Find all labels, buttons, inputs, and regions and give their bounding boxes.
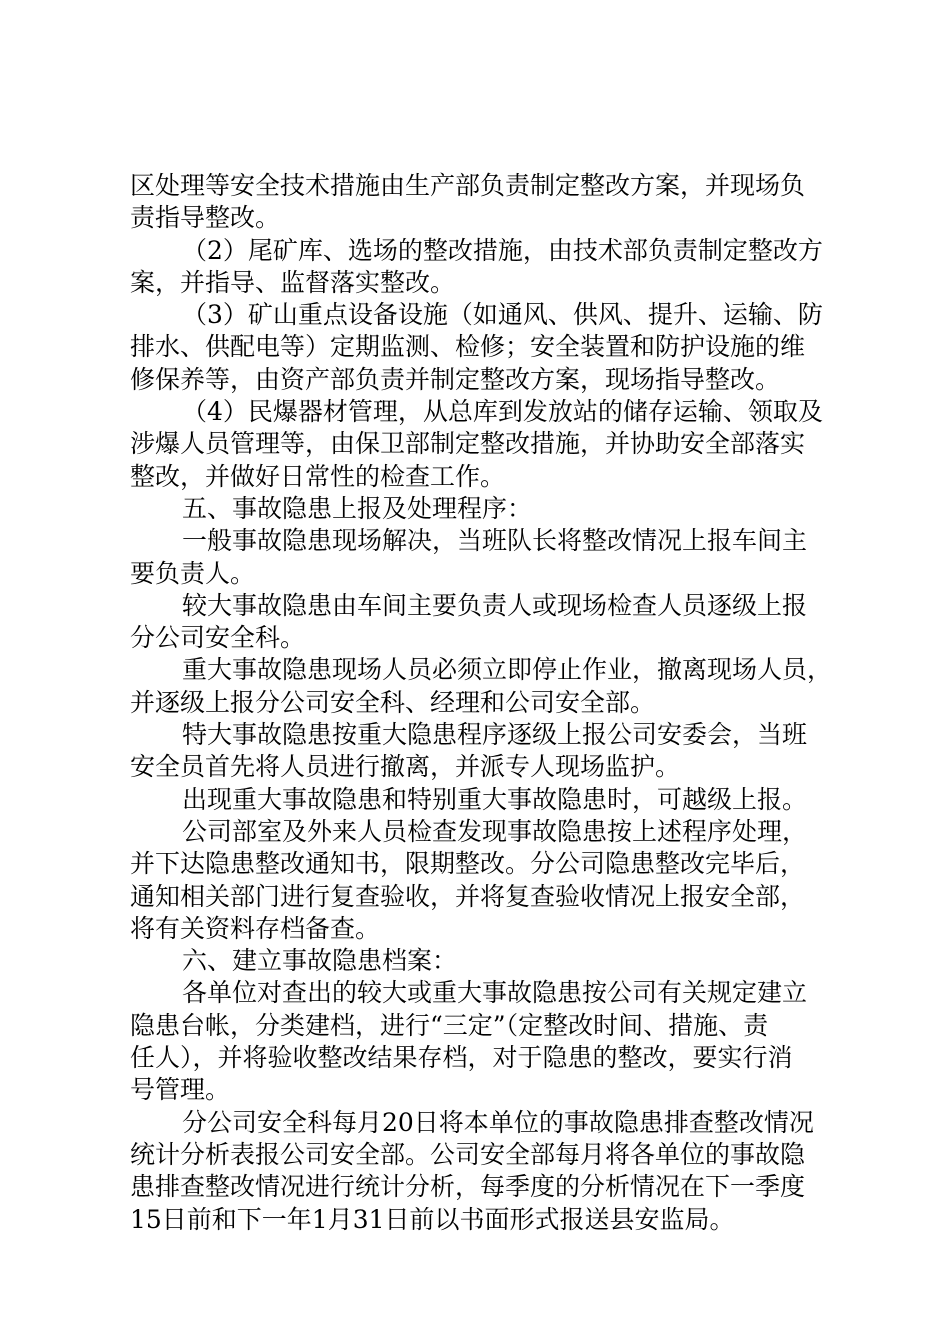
text-line: 重大事故隐患现场人员必须立即停止作业，撤离现场人员，	[182, 655, 833, 685]
text-line: 较大事故隐患由车间主要负责人或现场检查人员逐级上报	[182, 590, 808, 620]
text-line: 通知相关部门进行复查验收，并将复查验收情况上报安全部，	[130, 881, 806, 911]
text-line: 分公司安全科每月20日将本单位的事故隐患排查整改情况	[182, 1107, 814, 1137]
text-line: 出现重大事故隐患和特别重大事故隐患时，可越级上报。	[182, 784, 808, 814]
text-line: （3）矿山重点设备设施（如通风、供风、提升、运输、防	[182, 300, 823, 330]
text-line: 公司部室及外来人员检查发现事故隐患按上述程序处理，	[182, 816, 808, 846]
text-line: 任人），并将验收整改结果存档，对于隐患的整改，要实行消	[130, 1043, 793, 1073]
text-line: 一般事故隐患现场解决，当班队长将整改情况上报车间主	[182, 526, 808, 556]
text-line: （2）尾矿库、选场的整改措施，由技术部负责制定整改方	[182, 235, 823, 265]
text-line: 特大事故隐患按重大隐患程序逐级上报公司安委会，当班	[182, 720, 808, 750]
text-line: 要负责人。	[130, 558, 256, 588]
document-body	[130, 170, 833, 1236]
text-line: 隐患台帐，分类建档，进行“三定”（定整改时间、措施、责	[130, 1010, 769, 1040]
text-line: 整改，并做好日常性的检查工作。	[130, 461, 506, 491]
text-line: 排水、供配电等）定期监测、检修；安全装置和防护设施的维	[130, 332, 806, 362]
text-line: 并逐级上报分公司安全科、经理和公司安全部。	[130, 687, 656, 717]
text-line: 区处理等安全技术措施由生产部负责制定整改方案，并现场负	[130, 171, 806, 200]
text-line: 并下达隐患整改通知书，限期整改。分公司隐患整改完毕后，	[130, 849, 806, 879]
text-line: 五、事故隐患上报及处理程序：	[182, 493, 533, 523]
text-line: 15日前和下一年1月31日前以书面形式报送县安监局。	[130, 1204, 735, 1234]
text-line: 责指导整改。	[130, 203, 281, 233]
text-line: 修保养等，由资产部负责并制定整改方案，现场指导整改。	[130, 364, 781, 394]
text-line: 统计分析表报公司安全部。公司安全部每月将各单位的事故隐	[130, 1139, 806, 1169]
text-line: 案，并指导、监督落实整改。	[130, 267, 456, 297]
text-line: 分公司安全科。	[130, 623, 306, 653]
text-line: 号管理。	[130, 1075, 231, 1105]
text-line: 将有关资料存档备查。	[130, 913, 381, 943]
text-line: 涉爆人员管理等，由保卫部制定整改措施，并协助安全部落实	[130, 429, 806, 459]
text-line: 患排查整改情况进行统计分析，每季度的分析情况在下一季度	[130, 1172, 806, 1202]
text-line: 各单位对查出的较大或重大事故隐患按公司有关规定建立	[182, 978, 808, 1008]
text-line: 六、建立事故隐患档案：	[182, 946, 458, 976]
text-line: （4）民爆器材管理，从总库到发放站的储存运输、领取及	[182, 397, 823, 427]
text-line: 安全员首先将人员进行撤离，并派专人现场监护。	[130, 752, 681, 782]
